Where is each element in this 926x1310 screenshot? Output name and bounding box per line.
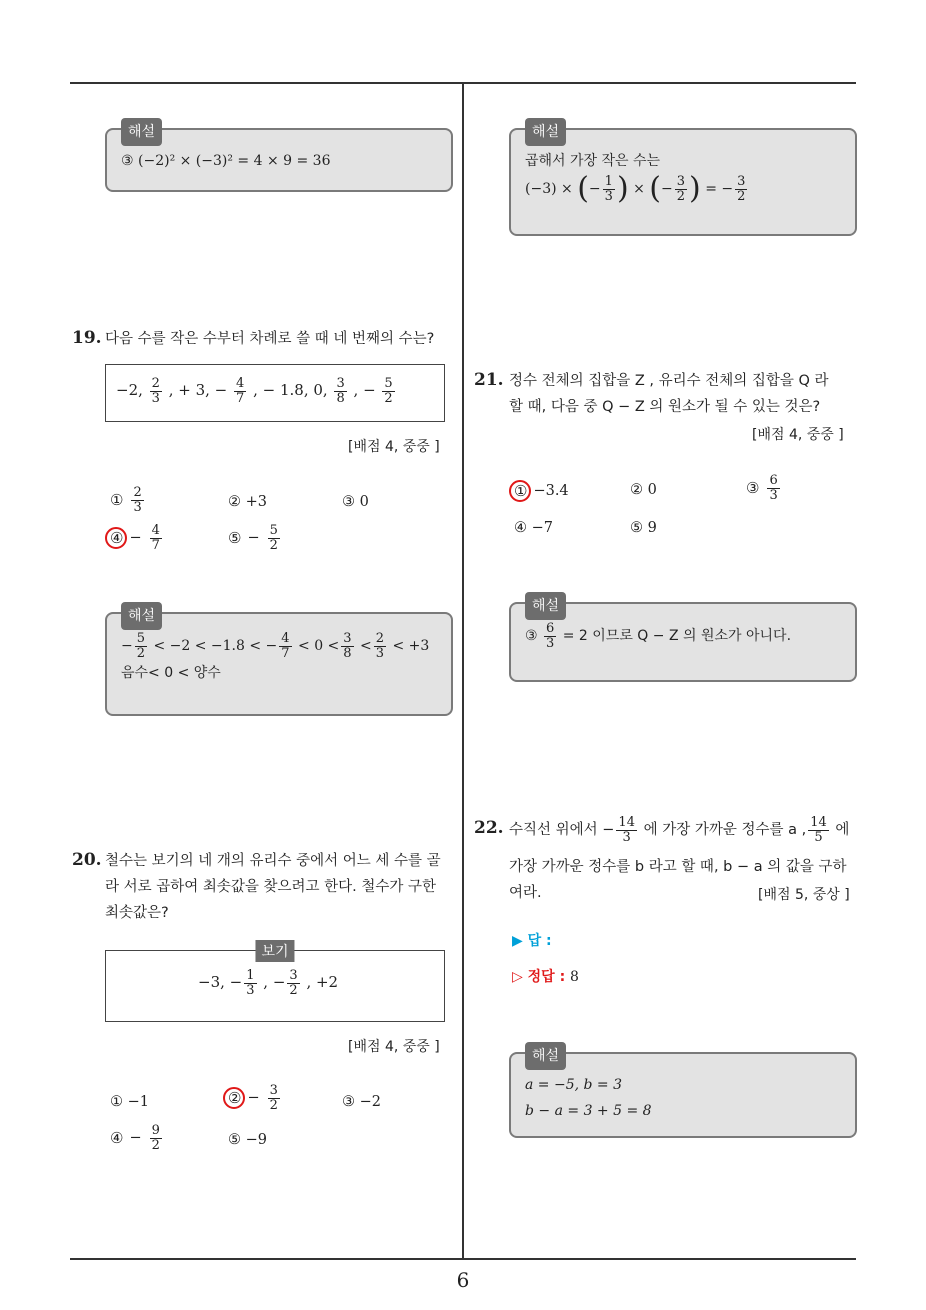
answer-mark xyxy=(509,480,531,502)
question-text-line-1: 정수 전체의 집합을 Z , 유리수 전체의 집합을 Q 라 xyxy=(509,373,829,389)
explanation-box-q22 xyxy=(509,1048,857,1138)
fraction: $\frac{5}{2}$ xyxy=(384,376,393,406)
score-label: [배점 4, 중중 ] xyxy=(348,439,440,455)
explanation-line-1: a = −5, b = 3 xyxy=(525,1077,623,1093)
list-part: , − 1.8, 0, xyxy=(253,381,328,400)
question-number: 21. xyxy=(474,370,504,390)
score-label: [배점 4, 중중 ] xyxy=(348,1039,440,1055)
explanation-line-2: 음수< 0 < 양수 xyxy=(121,665,221,682)
list-part: , + 3, − xyxy=(168,381,228,400)
choice-1[interactable]: ① −1 xyxy=(110,1094,149,1110)
explanation-box-q21 xyxy=(509,598,857,682)
fraction: $\frac{2}{3}$ xyxy=(151,376,160,406)
explanation-line: ③ (−2)² × (−3)² = 4 × 9 = 36 xyxy=(121,153,331,169)
choice-5[interactable]: ⑤ 9 xyxy=(630,520,657,536)
explanation-tag: 해설 xyxy=(525,592,566,620)
column-divider xyxy=(462,82,464,1260)
answer-label: ▶ 답 : xyxy=(512,933,552,949)
number-list-box xyxy=(105,364,445,422)
correct-answer-row xyxy=(512,966,579,986)
question-text: 다음 수를 작은 수부터 차례로 쓸 때 네 번째의 수는? xyxy=(105,331,435,347)
list-part: −2, xyxy=(116,381,143,400)
choice-2-selected[interactable]: ② − $\frac{3}{2}$ xyxy=(228,1084,282,1112)
explanation-tag: 해설 xyxy=(525,1042,566,1070)
explanation-box-q20 xyxy=(509,124,857,236)
fraction: $\frac{3}{8}$ xyxy=(336,376,345,406)
score-label: [배점 4, 중중 ] xyxy=(752,427,844,443)
choice-5[interactable]: ⑤ −9 xyxy=(228,1132,267,1148)
bogi-tag: 보기 xyxy=(255,940,294,962)
fraction: $\frac{4}{7}$ xyxy=(236,376,245,406)
choice-1-selected[interactable]: ① −3.4 xyxy=(514,482,569,500)
choice-3[interactable]: ③ $\frac{6}{3}$ xyxy=(746,473,778,503)
explanation-line-2: (−3) × (− $\frac{1}{3}$ ) × (− $\frac{3}{2}$ ) = − $\frac{3}{2}$ xyxy=(525,171,746,206)
correct-answer-value: 8 xyxy=(570,969,579,985)
choice-4[interactable]: ④ −7 xyxy=(514,520,553,536)
list-part: , − xyxy=(353,381,376,400)
question-text-line-1: 철수는 보기의 네 개의 유리수 중에서 어느 세 수를 골 xyxy=(105,853,441,869)
question-text-line-3: 여라. xyxy=(509,885,542,901)
choice-4[interactable]: ④ − $\frac{9}{2}$ xyxy=(110,1123,160,1153)
explanation-line-1: − $\frac{5}{2}$ < −2 < −1.8 < − $\frac{4}{7}$ < 0 < $\frac{3}{8}$ < $\frac{2}{3}$ < +3 xyxy=(121,631,430,661)
question-text-line-2: 라 서로 곱하여 최솟값을 찾으려고 한다. 철수가 구한 xyxy=(105,879,437,895)
explanation-line-2: b − a = 3 + 5 = 8 xyxy=(525,1103,652,1119)
explanation-tag: 해설 xyxy=(525,118,566,146)
choice-3[interactable]: ③ 0 xyxy=(342,494,369,510)
choice-2[interactable]: ② 0 xyxy=(630,482,657,498)
choice-4-selected[interactable]: ④ − $\frac{4}{7}$ xyxy=(110,524,164,552)
explanation-box-q18 xyxy=(105,124,453,192)
question-text-line-1: 수직선 위에서 − $\frac{14}{3}$ 에 가장 가까운 정수를 a , $\frac{14}{5}$ 에 xyxy=(509,815,850,845)
page-number: 6 xyxy=(456,1268,470,1292)
explanation-box-q19 xyxy=(105,608,453,716)
choice-2[interactable]: ② +3 xyxy=(228,494,267,510)
explanation-line: ③ $\frac{6}{3}$ = 2 이므로 Q − Z 의 원소가 아니다. xyxy=(525,621,792,651)
choice-3[interactable]: ③ −2 xyxy=(342,1094,381,1110)
explanation-line-1: 곱해서 가장 작은 수는 xyxy=(525,153,661,169)
question-number: 20. xyxy=(72,850,102,870)
question-text-line-2: 할 때, 다음 중 Q − Z 의 원소가 될 수 있는 것은? xyxy=(509,399,821,415)
score-label: [배점 5, 중상 ] xyxy=(758,887,850,903)
choice-5[interactable]: ⑤ − $\frac{5}{2}$ xyxy=(228,523,278,553)
choice-1[interactable]: ① $\frac{2}{3}$ xyxy=(110,485,142,515)
correct-answer-label: ▷ 정답 : xyxy=(512,969,566,985)
question-number: 22. xyxy=(474,818,504,838)
answer-mark xyxy=(105,527,127,549)
explanation-tag: 해설 xyxy=(121,602,162,630)
bogi-box xyxy=(105,944,445,1022)
explanation-tag: 해설 xyxy=(121,118,162,146)
bogi-content: −3, − $\frac{1}{3}$ , − $\frac{3}{2}$ , +2 xyxy=(198,968,339,998)
answer-mark xyxy=(223,1087,245,1109)
question-text-line-3: 최솟값은? xyxy=(105,905,169,921)
question-number: 19. xyxy=(72,328,102,348)
question-text-line-2: 가장 가까운 정수를 b 라고 할 때, b − a 의 값을 구하 xyxy=(509,859,847,875)
